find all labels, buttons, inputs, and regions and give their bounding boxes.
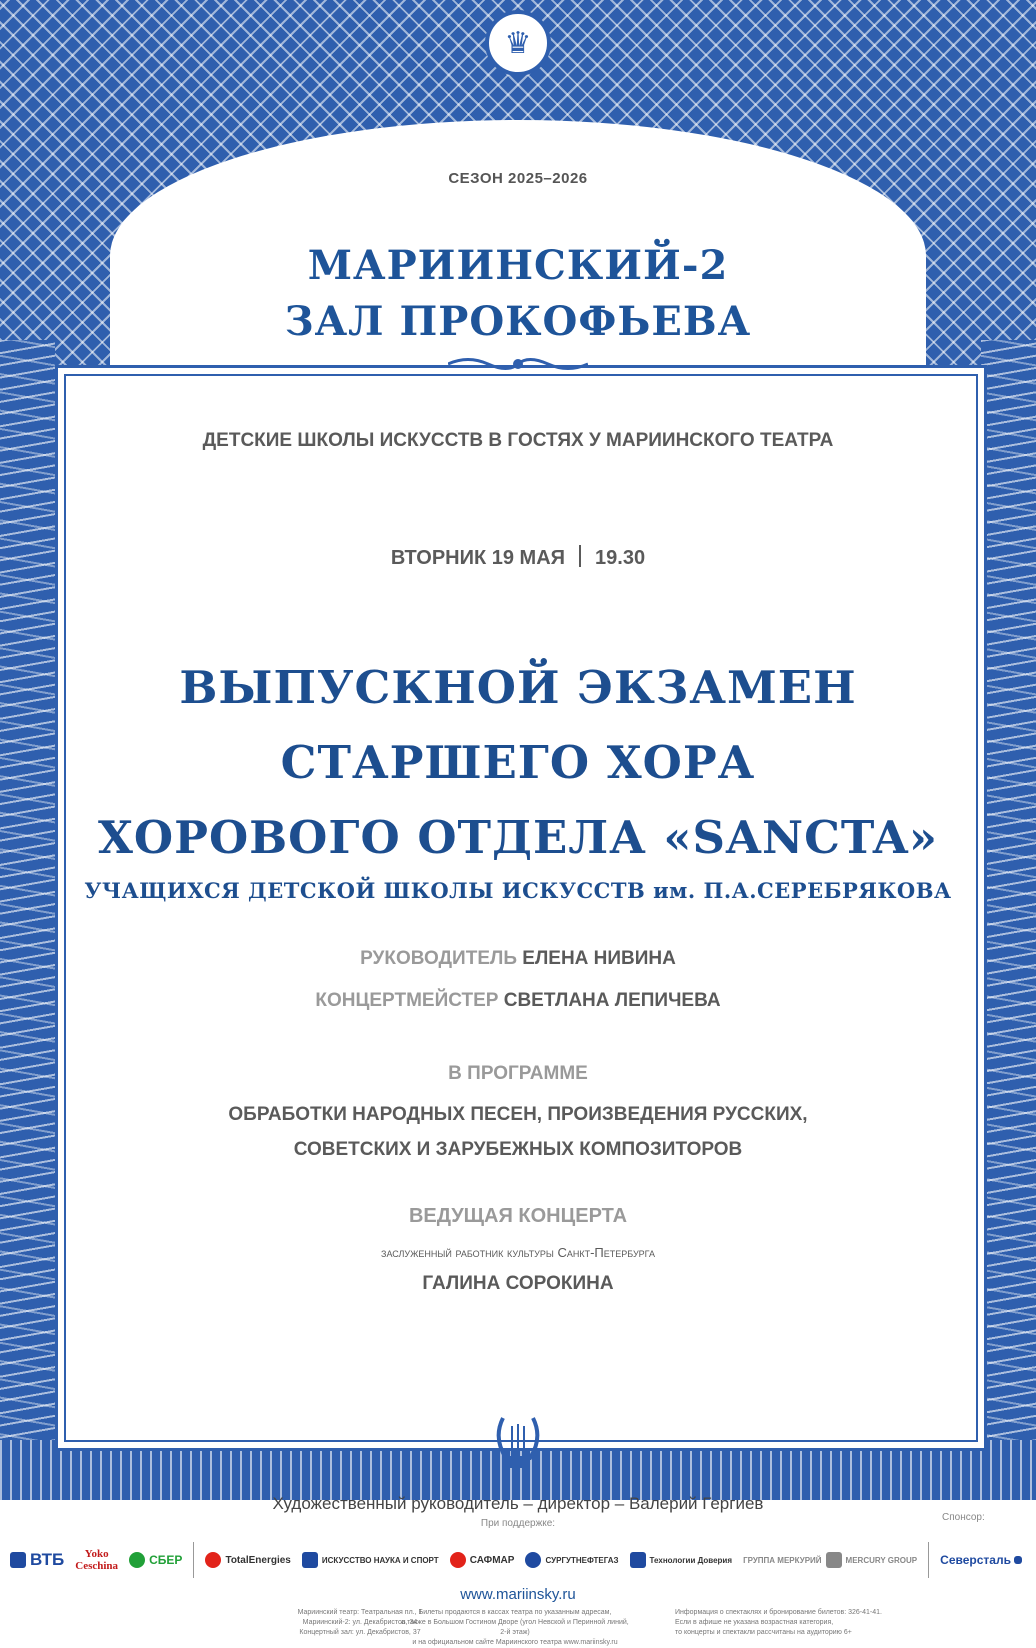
event-day: ВТОРНИК 19 МАЯ [390, 547, 566, 569]
sber-icon [129, 1552, 145, 1568]
vtb-icon [10, 1552, 26, 1568]
fineprint-tickets [400, 1608, 630, 1648]
program-body [0, 1097, 1036, 1167]
crest-icon: ♛ [485, 10, 551, 76]
frame-ornament-left [0, 340, 55, 1490]
severstal-label: Северсталь [940, 1553, 1011, 1567]
mercury-group-label: MERCURY GROUP [845, 1555, 918, 1565]
host-title: заслуженный работник культуры Санкт-Петербурга [381, 1245, 655, 1260]
safmar-logo [450, 1552, 515, 1568]
logo-divider [928, 1542, 929, 1578]
mercury-icon [826, 1552, 842, 1568]
tech-icon [630, 1552, 646, 1568]
partner-logos [10, 1540, 1026, 1580]
school-subtitle: УЧАЩИХСЯ ДЕТСКОЙ ШКОЛЫ ИСКУССТВ им. П.А.СЕРЕБРЯКОВА [84, 878, 952, 903]
date-separator [579, 545, 581, 567]
sport-icon [302, 1552, 318, 1568]
event-date [0, 545, 1036, 570]
vtb-label: ВТБ [30, 1550, 65, 1569]
tech-label: Технологии Доверия [649, 1555, 733, 1565]
logo-divider [193, 1542, 194, 1578]
host-heading: ВЕДУЩАЯ КОНЦЕРТА [408, 1205, 628, 1227]
safmar-label: САФМАР [469, 1554, 515, 1566]
sport-label: ИСКУССТВО НАУКА И СПОРТ [321, 1555, 439, 1565]
severstal-logo [940, 1553, 1026, 1567]
fineprint-line: а также в Большом Гостином Дворе (угол Невской и Перинной линий, 2-й этаж) [401, 1619, 629, 1636]
concert-title-line-2: СТАРШЕГО ХОРА [280, 736, 756, 789]
credit-person: ЕЛЕНА НИВИНА [522, 948, 676, 969]
fineprint-info [675, 1608, 935, 1638]
totalenergies-logo [205, 1552, 290, 1568]
artistic-director: Художественный руководитель – директор – Валерий Гергиев [272, 1494, 764, 1513]
safmar-icon [450, 1552, 466, 1568]
venue-line-2: ЗАЛ ПРОКОФЬЕВА [284, 298, 752, 345]
art-science-sport-logo [302, 1552, 439, 1568]
flourish-icon [448, 355, 588, 373]
credit-person: СВЕТЛАНА ЛЕПИЧЕВА [503, 990, 721, 1011]
venue-title [0, 238, 1036, 350]
lyre-icon [488, 1408, 548, 1478]
concert-title-line-3: ХОРОВОГО ОТДЕЛА «SANCTA» [98, 811, 938, 864]
program-heading: В ПРОГРАММЕ [448, 1063, 588, 1084]
surgutneftegas-logo [525, 1552, 618, 1568]
surgut-icon [525, 1552, 541, 1568]
fineprint-line: Мариинский театр: Театральная пл., 1 [297, 1609, 423, 1616]
fineprint-line: Концертный зал: ул. Декабристов, 37 [299, 1629, 421, 1636]
credit-accompanist [0, 990, 1036, 1012]
fineprint-line: Информация о спектаклях и бронирование билетов: 326-41-41. [675, 1609, 882, 1616]
fineprint-line: и на официальном сайте Мариинского театра www.mariinsky.ru [412, 1639, 618, 1646]
host-name: ГАЛИНА СОРОКИНА [422, 1273, 614, 1294]
total-icon [205, 1552, 221, 1568]
concert-title-line-1: ВЫПУСКНОЙ ЭКЗАМЕН [179, 661, 857, 714]
fineprint-line: Если в афише не указана возрастная категория, [675, 1619, 834, 1626]
yoko-line-2: Ceschina [75, 1560, 119, 1572]
mercury-group-logo [743, 1552, 917, 1568]
concert-title [0, 650, 1036, 875]
frame-ornament-right [981, 340, 1036, 1490]
sber-logo [129, 1552, 182, 1568]
program-line-1: ОБРАБОТКИ НАРОДНЫХ ПЕСЕН, ПРОИЗВЕДЕНИЯ РУССКИХ, [228, 1104, 808, 1125]
yoko-ceschina-logo [75, 1548, 118, 1572]
vtb-logo [10, 1550, 64, 1570]
trust-technologies-logo [630, 1552, 732, 1568]
merkury-label: ГРУППА МЕРКУРИЙ [743, 1555, 822, 1565]
fineprint-line: то концерты и спектакли рассчитаны на аудиторию 6+ [675, 1629, 852, 1636]
sber-label: СБЕР [149, 1553, 183, 1567]
severstal-icon [1014, 1556, 1022, 1564]
venue-line-1: МАРИИНСКИЙ-2 [307, 242, 729, 289]
yoko-line-1: Yoko [84, 1548, 109, 1560]
fineprint-line: Билеты продаются в кассах театра по указанным адресам, [418, 1609, 612, 1616]
surgut-label: СУРГУТНЕФТЕГАЗ [545, 1555, 619, 1565]
website-link[interactable]: www.mariinsky.ru [460, 1586, 576, 1603]
credit-role: РУКОВОДИТЕЛЬ [360, 948, 517, 969]
support-label: При поддержке: [480, 1518, 556, 1529]
sponsor-label: Спонсор: [942, 1512, 985, 1523]
program-line-2: СОВЕТСКИХ И ЗАРУБЕЖНЫХ КОМПОЗИТОРОВ [293, 1139, 743, 1160]
series-title: ДЕТСКИЕ ШКОЛЫ ИСКУССТВ В ГОСТЯХ У МАРИИНСКОГО ТЕАТРА [202, 430, 834, 451]
season-label: СЕЗОН 2025–2026 [448, 170, 588, 187]
total-label: TotalEnergies [225, 1554, 291, 1566]
credit-conductor [0, 948, 1036, 970]
credit-role: КОНЦЕРТМЕЙСТЕР [315, 990, 499, 1011]
fineprint-line: Мариинский-2: ул. Декабристов, 34 [302, 1619, 418, 1626]
event-time: 19.30 [595, 547, 646, 569]
